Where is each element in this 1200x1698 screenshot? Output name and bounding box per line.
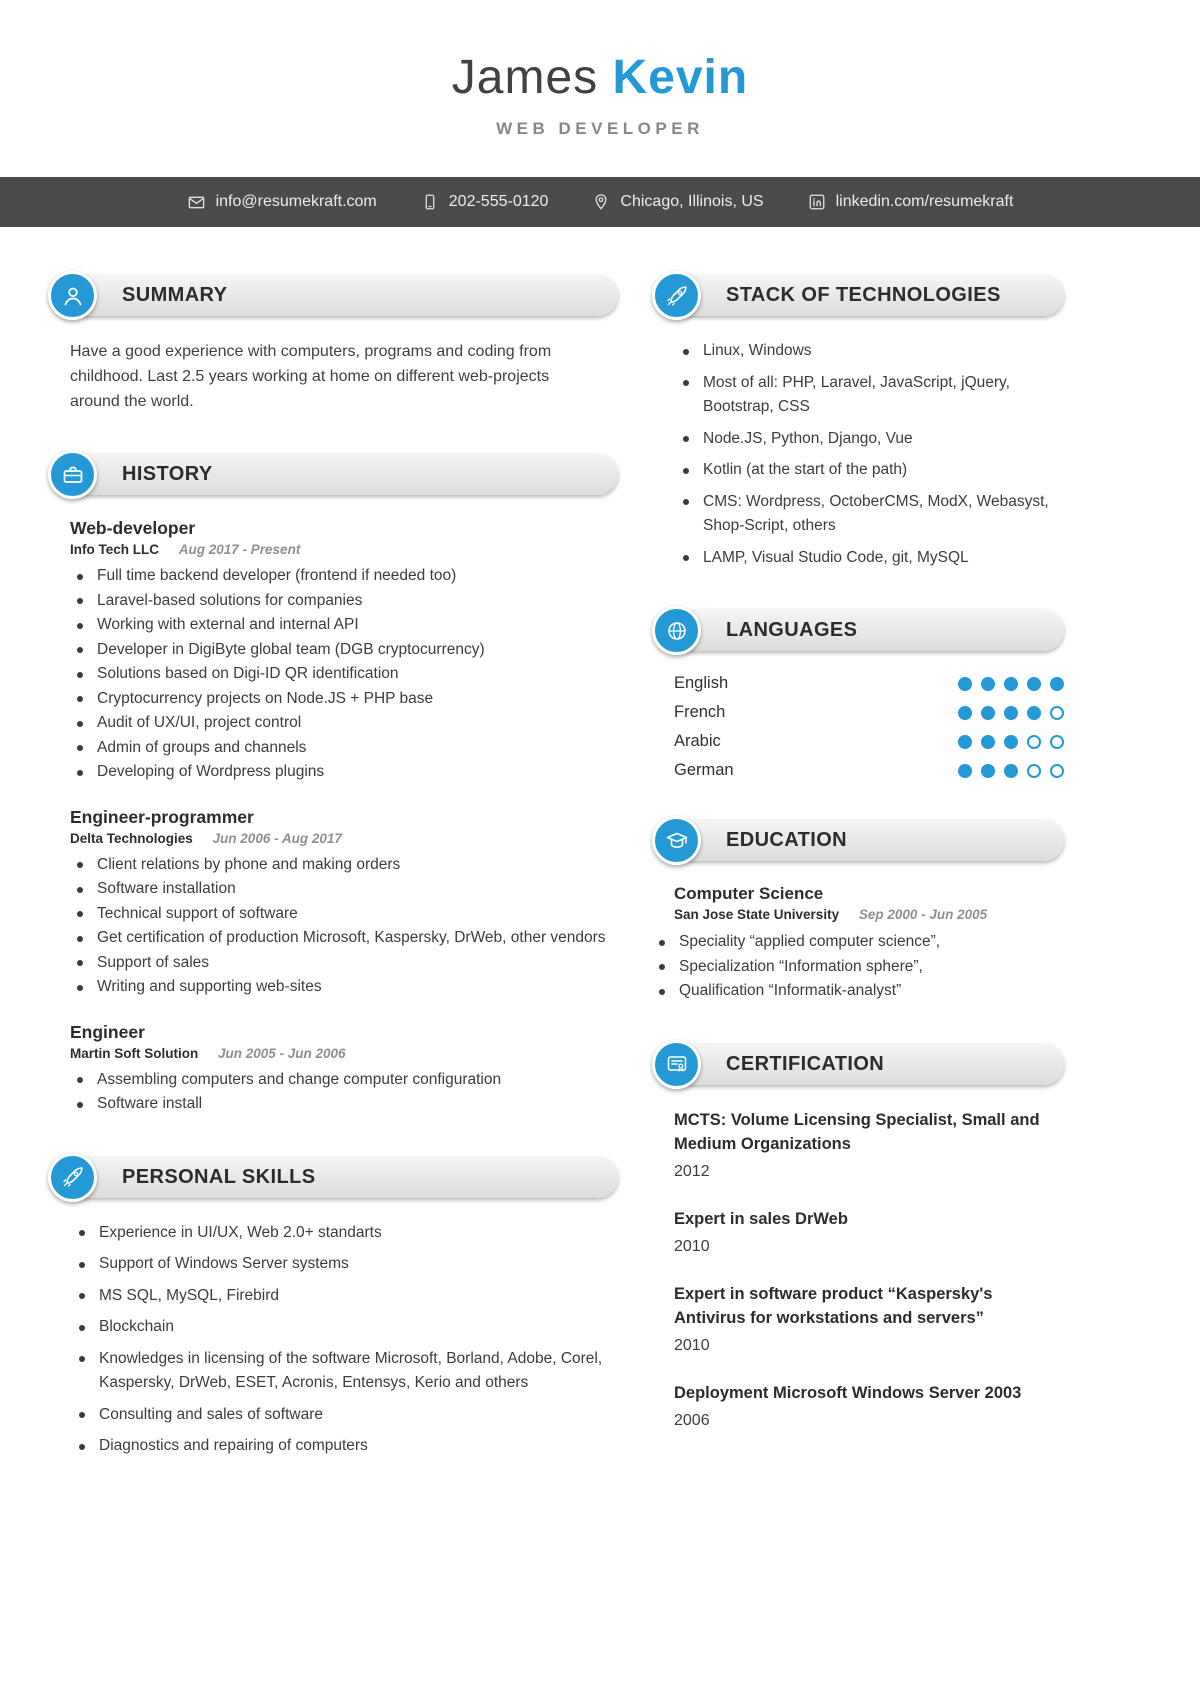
job-dates: Jun 2005 - Jun 2006 [218, 1045, 346, 1061]
level-dot-filled [981, 706, 995, 720]
language-name: French [674, 703, 726, 721]
level-dot-empty [1027, 735, 1041, 749]
job-entry [48, 518, 618, 785]
education-heading: EDUCATION [726, 829, 848, 851]
level-dot-empty [1050, 764, 1064, 778]
job-entry [48, 807, 618, 1000]
certification-year: 2010 [674, 1237, 710, 1255]
list-item: Developing of Wordpress plugins [70, 760, 618, 785]
personal-skills-heading: PERSONAL SKILLS [122, 1165, 316, 1188]
list-item: Assembling computers and change computer configuration [70, 1068, 618, 1093]
summary-heading: SUMMARY [122, 284, 228, 306]
list-item: Knowledges in licensing of the software Microsoft, Borland, Adobe, Corel, Kaspersky, DrWeb, ESET, Acronis, Entensys, Kerio and others [72, 1347, 618, 1396]
job-dates: Aug 2017 - Present [178, 542, 301, 557]
list-item: Diagnostics and repairing of computers [72, 1434, 618, 1459]
level-dot-filled [981, 735, 995, 749]
person-name [0, 50, 1200, 105]
level-dot-filled [1050, 677, 1064, 691]
list-item: Node.JS, Python, Django, Vue [676, 427, 1064, 452]
list-item: Consulting and sales of software [72, 1403, 618, 1428]
list-item: Most of all: PHP, Laravel, JavaScript, jQuery, Bootstrap, CSS [676, 371, 1064, 420]
languages-heading: LANGUAGES [726, 619, 858, 641]
job-entry [48, 1022, 618, 1117]
list-item: CMS: Wordpress, OctoberCMS, ModX, Webasyst, Shop-Script, others [676, 490, 1064, 539]
education-degree: Computer Science [674, 884, 824, 903]
job-company: Info Tech LLC [70, 542, 159, 557]
education-list [652, 930, 1064, 1004]
education-school: San Jose State University [674, 907, 840, 922]
stack-heading: STACK OF TECHNOLOGIES [726, 284, 1001, 306]
name-header [0, 0, 1200, 139]
certification-title: MCTS: Volume Licensing Specialist, Small and Medium Organizations [674, 1110, 1040, 1153]
list-item: Get certification of production Microsoft, Kaspersky, DrWeb, other vendors [70, 926, 618, 951]
contact-email[interactable] [187, 193, 377, 212]
person-icon [48, 271, 97, 320]
globe-icon [652, 606, 701, 655]
contact-phone[interactable] [421, 193, 549, 211]
left-column [48, 271, 618, 1495]
list-item: Software install [70, 1092, 618, 1117]
list-item: Admin of groups and channels [70, 736, 618, 761]
level-dot-filled [1027, 677, 1041, 691]
list-item: Full time backend developer (frontend if needed too) [70, 564, 618, 589]
language-level-dots [958, 764, 1064, 778]
mobile-phone-icon [421, 193, 439, 211]
last-name: Kevin [612, 51, 749, 104]
level-dot-filled [1004, 706, 1018, 720]
certification-entry [652, 1207, 1064, 1256]
list-item: Support of sales [70, 951, 618, 976]
graduation-cap-icon [652, 816, 701, 865]
certification-section-header [652, 1040, 1064, 1090]
language-name: English [674, 674, 729, 692]
contact-phone-text: 202-555-0120 [448, 193, 549, 210]
level-dot-filled [981, 677, 995, 691]
list-item: Technical support of software [70, 902, 618, 927]
job-bullets [70, 1068, 618, 1117]
level-dot-empty [1050, 706, 1064, 720]
list-item: Cryptocurrency projects on Node.JS + PHP base [70, 687, 618, 712]
level-dot-filled [958, 764, 972, 778]
job-role: Engineer-programmer [70, 806, 254, 827]
job-bullets [70, 853, 618, 1000]
summary-section [48, 271, 618, 414]
certification-section [652, 1040, 1064, 1430]
list-item: Working with external and internal API [70, 613, 618, 638]
job-meta [70, 1046, 618, 1061]
stack-section-header [652, 271, 1064, 321]
list-item: Laravel-based solutions for companies [70, 589, 618, 614]
list-item: Developer in DigiByte global team (DGB cryptocurrency) [70, 638, 618, 663]
rocket-icon [652, 271, 701, 320]
language-row [652, 761, 1064, 780]
education-dates: Sep 2000 - Jun 2005 [858, 907, 988, 922]
certification-year: 2010 [674, 1336, 710, 1354]
contact-location[interactable] [592, 193, 763, 211]
job-bullets [70, 564, 618, 785]
job-company: Martin Soft Solution [70, 1045, 199, 1061]
summary-section-header [48, 271, 618, 321]
certification-title: Deployment Microsoft Windows Server 2003 [674, 1383, 1022, 1402]
list-item: Audit of UX/UI, project control [70, 711, 618, 736]
job-role: Engineer [70, 1021, 145, 1042]
history-heading: HISTORY [122, 463, 213, 485]
level-dot-empty [1027, 764, 1041, 778]
list-item: Support of Windows Server systems [72, 1252, 618, 1277]
stack-section [652, 271, 1064, 570]
list-item: Client relations by phone and making orders [70, 853, 618, 878]
certification-heading: CERTIFICATION [726, 1052, 885, 1075]
list-item: Blockchain [72, 1315, 618, 1340]
list-item: Experience in UI/UX, Web 2.0+ standarts [72, 1221, 618, 1246]
certification-year: 2006 [674, 1411, 710, 1429]
job-meta [70, 831, 618, 846]
level-dot-filled [958, 735, 972, 749]
language-level-dots [958, 677, 1064, 691]
linkedin-icon [808, 193, 826, 211]
contact-linkedin[interactable] [808, 193, 1014, 211]
person-job-title: WEB DEVELOPER [496, 119, 704, 138]
language-level-dots [958, 706, 1064, 720]
personal-skills-list [48, 1221, 618, 1459]
languages-section-header [652, 606, 1064, 656]
personal-skills-section-header [48, 1153, 618, 1203]
education-entry [652, 884, 1064, 922]
list-item: Linux, Windows [676, 339, 1064, 364]
education-section [652, 816, 1064, 1004]
language-level-dots [958, 735, 1064, 749]
list-item: MS SQL, MySQL, Firebird [72, 1284, 618, 1309]
level-dot-filled [958, 706, 972, 720]
level-dot-filled [958, 677, 972, 691]
summary-text: Have a good experience with computers, programs and coding from childhood. Last 2.5 years working at home on different web-projects around the world. [70, 343, 552, 410]
certification-entry [652, 1108, 1064, 1181]
level-dot-filled [981, 764, 995, 778]
contact-bar [0, 177, 1200, 227]
history-section [48, 450, 618, 1117]
level-dot-filled [1004, 764, 1018, 778]
first-name: James [451, 51, 599, 104]
level-dot-empty [1050, 735, 1064, 749]
map-pin-icon [592, 193, 610, 211]
certification-title: Expert in software product “Kaspersky's Antivirus for workstations and servers” [674, 1284, 993, 1327]
certification-year: 2012 [674, 1162, 710, 1180]
languages-section [652, 606, 1064, 780]
list-item: Solutions based on Digi-ID QR identification [70, 662, 618, 687]
language-row [652, 674, 1064, 693]
right-column [652, 271, 1064, 1466]
personal-skills-section [48, 1153, 618, 1459]
job-dates: Jun 2006 - Aug 2017 [212, 830, 342, 846]
list-item: Software installation [70, 877, 618, 902]
certification-entry [652, 1381, 1064, 1430]
contact-linkedin-text: linkedin.com/resumekraft [835, 193, 1014, 210]
list-item: Kotlin (at the start of the path) [676, 458, 1064, 483]
rocket-icon [48, 1153, 97, 1202]
education-section-header [652, 816, 1064, 866]
job-company: Delta Technologies [70, 830, 193, 846]
language-name: Arabic [674, 732, 721, 750]
list-item: Qualification “Informatik-analyst” [652, 979, 1064, 1004]
content-columns [0, 227, 1200, 1535]
language-row [652, 732, 1064, 751]
envelope-icon [187, 193, 206, 212]
stack-list [652, 339, 1064, 570]
certification-title: Expert in sales DrWeb [674, 1209, 848, 1228]
language-name: German [674, 761, 734, 779]
list-item: Speciality “applied computer science”, [652, 930, 1064, 955]
level-dot-filled [1027, 706, 1041, 720]
level-dot-filled [1004, 735, 1018, 749]
list-item: LAMP, Visual Studio Code, git, MySQL [676, 546, 1064, 571]
language-row [652, 703, 1064, 722]
history-section-header [48, 450, 618, 500]
list-item: Specialization “Information sphere”, [652, 955, 1064, 980]
contact-location-text: Chicago, Illinois, US [620, 193, 764, 210]
certification-entry [652, 1282, 1064, 1355]
certificate-icon [652, 1040, 701, 1089]
level-dot-filled [1004, 677, 1018, 691]
education-meta [674, 907, 1064, 922]
contact-email-text: info@resumekraft.com [215, 193, 377, 210]
job-role: Web-developer [70, 518, 196, 538]
list-item: Writing and supporting web-sites [70, 975, 618, 1000]
job-meta [70, 542, 618, 557]
briefcase-icon [48, 450, 97, 499]
